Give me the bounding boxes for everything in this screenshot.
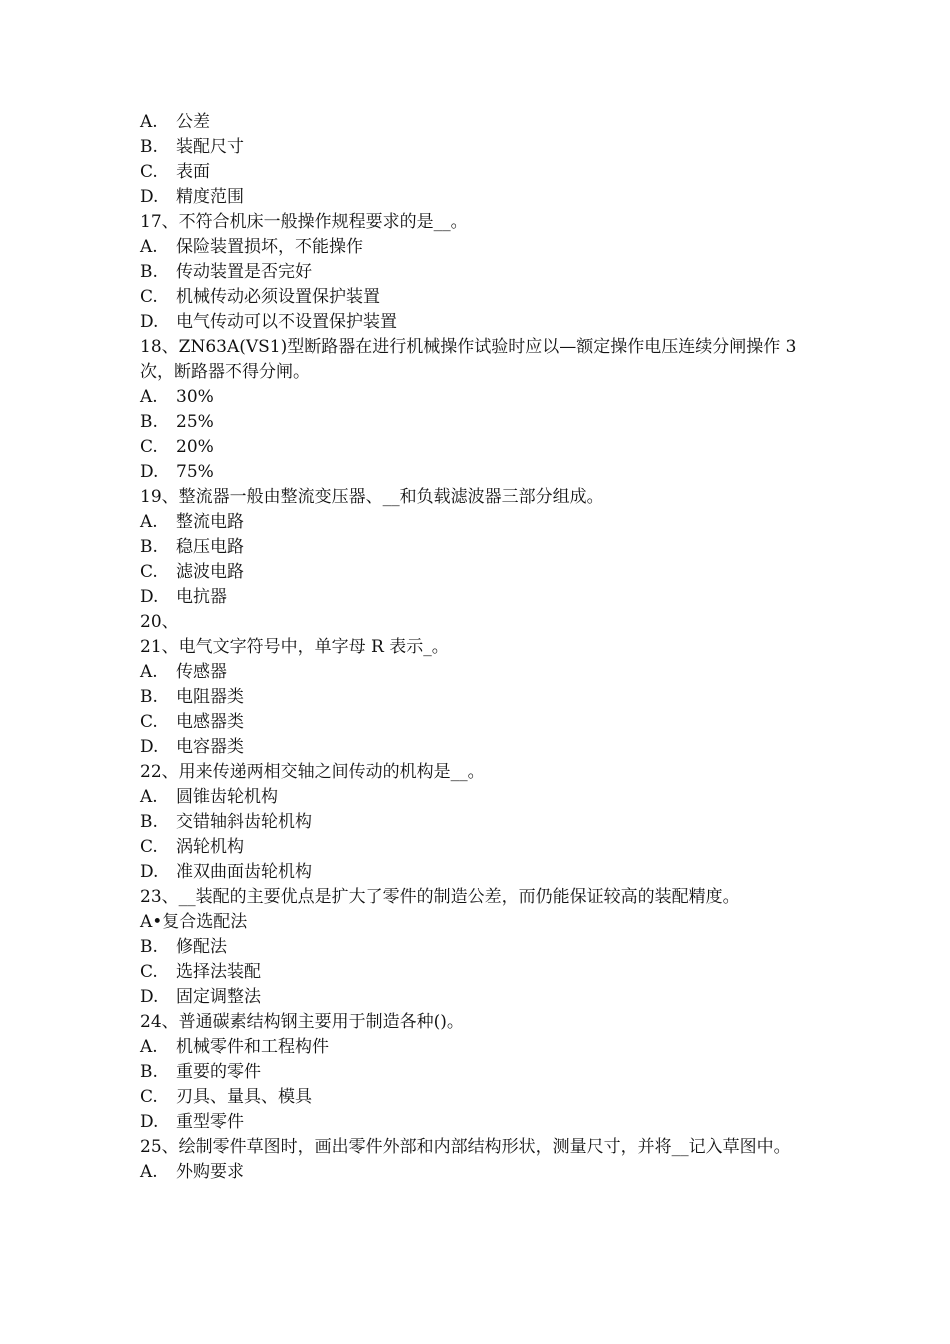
- answer-option: [140, 135, 812, 160]
- answer-option: [140, 835, 812, 860]
- option-letter: C.: [140, 287, 158, 307]
- option-letter: C.: [140, 437, 158, 457]
- option-letter: D.: [140, 587, 159, 607]
- answer-option: [140, 1160, 812, 1185]
- answer-option: [140, 660, 812, 685]
- answer-option: [140, 460, 812, 485]
- option-letter: D.: [140, 312, 159, 332]
- option-text: 交错轴斜齿轮机构: [176, 812, 312, 832]
- option-text: 圆锥齿轮机构: [176, 787, 278, 807]
- question-text: 17、不符合机床一般操作规程要求的是__。: [140, 212, 468, 232]
- question-text: 22、用来传递两相交轴之间传动的机构是__。: [140, 762, 485, 782]
- option-letter: B.: [140, 537, 158, 557]
- option-letter: A.: [140, 1162, 158, 1182]
- answer-option: [140, 235, 812, 260]
- answer-option: [140, 260, 812, 285]
- option-text: 电容器类: [176, 737, 244, 757]
- option-letter: B.: [140, 1062, 158, 1082]
- option-letter: D.: [140, 987, 159, 1007]
- option-letter: A.: [140, 1037, 158, 1057]
- question-text: 25、绘制零件草图时，画出零件外部和内部结构形状，测量尺寸，并将__记入草图中。: [140, 1137, 791, 1157]
- answer-option: [140, 1060, 812, 1085]
- answer-option: [140, 960, 812, 985]
- answer-option: [140, 585, 812, 610]
- option-text: 外购要求: [176, 1162, 244, 1182]
- answer-option: [140, 860, 812, 885]
- option-text: 电气传动可以不设置保护装置: [176, 312, 397, 332]
- option-letter: B.: [140, 812, 158, 832]
- answer-option: [140, 1110, 812, 1135]
- question-text: 21、电气文字符号中，单字母 R 表示_。: [140, 637, 449, 657]
- option-text: 表面: [176, 162, 210, 182]
- option-letter: A.: [140, 512, 158, 532]
- option-text: 精度范围: [176, 187, 244, 207]
- option-letter: C.: [140, 562, 158, 582]
- question-text: 24、普通碳素结构钢主要用于制造各种()。: [140, 1012, 464, 1032]
- option-letter: B.: [140, 262, 158, 282]
- option-text: 电感器类: [176, 712, 244, 732]
- option-text: 电抗器: [176, 587, 227, 607]
- answer-option: [140, 510, 812, 535]
- option-letter: D.: [140, 187, 159, 207]
- option-letter: A.: [140, 387, 158, 407]
- option-text: 保险装置损坏，不能操作: [176, 237, 363, 257]
- option-text: 涡轮机构: [176, 837, 244, 857]
- option-text: 装配尺寸: [176, 137, 244, 157]
- answer-option: [140, 535, 812, 560]
- option-text: 电阻器类: [176, 687, 244, 707]
- answer-option: [140, 435, 812, 460]
- answer-option: [140, 410, 812, 435]
- answer-option: [140, 710, 812, 735]
- option-letter: B.: [140, 937, 158, 957]
- option-letter: B.: [140, 687, 158, 707]
- answer-option: [140, 685, 812, 710]
- option-letter: A.: [140, 787, 158, 807]
- answer-option: [140, 185, 812, 210]
- option-text: 准双曲面齿轮机构: [176, 862, 312, 882]
- question-text: 19、整流器一般由整流变压器、__和负载滤波器三部分组成。: [140, 487, 604, 507]
- option-letter: D.: [140, 862, 159, 882]
- option-letter: C.: [140, 962, 158, 982]
- answer-option: [140, 560, 812, 585]
- question-list: [140, 110, 812, 1185]
- option-text: 25%: [176, 412, 214, 432]
- option-text: 刃具、量具、模具: [176, 1087, 312, 1107]
- answer-option: [140, 1035, 812, 1060]
- option-text: 整流电路: [176, 512, 244, 532]
- answer-option: [140, 285, 812, 310]
- option-text: 选择法装配: [176, 962, 261, 982]
- option-letter: D.: [140, 1112, 159, 1132]
- option-letter: A.: [140, 662, 158, 682]
- question-text: 18、ZN63A(VS1)型断路器在进行机械操作试验时应以—额定操作电压连续分闸操作 3 次，断路器不得分闸。: [140, 337, 797, 382]
- option-letter: B.: [140, 412, 158, 432]
- answer-option: [140, 385, 812, 410]
- answer-option: [140, 935, 812, 960]
- option-text: 机械传动必须设置保护装置: [176, 287, 380, 307]
- option-letter: C.: [140, 712, 158, 732]
- option-letter: C.: [140, 162, 158, 182]
- option-text: 公差: [176, 112, 210, 132]
- option-letter: C.: [140, 837, 158, 857]
- option-letter: C.: [140, 1087, 158, 1107]
- question-text: A•复合选配法: [140, 912, 248, 932]
- option-text: 75%: [176, 462, 214, 482]
- option-text: 重要的零件: [176, 1062, 261, 1082]
- option-letter: B.: [140, 137, 158, 157]
- answer-option: [140, 735, 812, 760]
- answer-option: [140, 310, 812, 335]
- option-text: 稳压电路: [176, 537, 244, 557]
- option-letter: A.: [140, 112, 158, 132]
- question-text: 23、__装配的主要优点是扩大了零件的制造公差，而仍能保证较高的装配精度。: [140, 887, 740, 907]
- option-text: 传感器: [176, 662, 227, 682]
- option-letter: D.: [140, 737, 159, 757]
- option-text: 固定调整法: [176, 987, 261, 1007]
- option-text: 传动装置是否完好: [176, 262, 312, 282]
- answer-option: [140, 110, 812, 135]
- option-text: 机械零件和工程构件: [176, 1037, 329, 1057]
- answer-option: [140, 160, 812, 185]
- option-text: 修配法: [176, 937, 227, 957]
- question-text: 20、: [140, 612, 179, 632]
- option-letter: D.: [140, 462, 159, 482]
- answer-option: [140, 810, 812, 835]
- answer-option: [140, 1085, 812, 1110]
- option-text: 20%: [176, 437, 214, 457]
- option-text: 重型零件: [176, 1112, 244, 1132]
- answer-option: [140, 785, 812, 810]
- option-letter: A.: [140, 237, 158, 257]
- option-text: 30%: [176, 387, 214, 407]
- answer-option: [140, 985, 812, 1010]
- option-text: 滤波电路: [176, 562, 244, 582]
